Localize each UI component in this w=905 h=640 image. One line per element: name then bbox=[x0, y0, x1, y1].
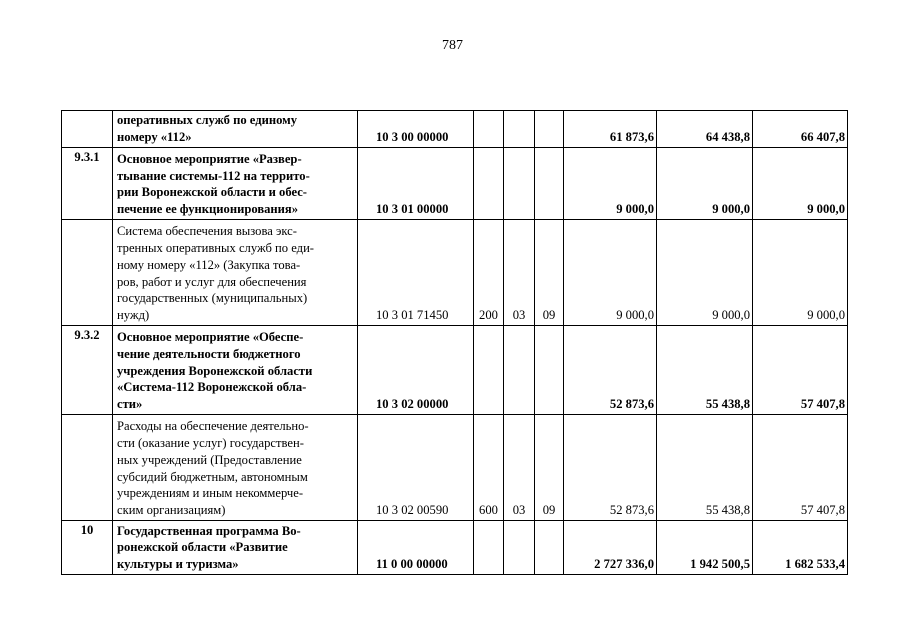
item-name-line: рии Воронежской области и обес- bbox=[117, 185, 307, 200]
subsection-code bbox=[535, 111, 564, 148]
table-row bbox=[62, 326, 848, 415]
expense-type-code bbox=[474, 148, 504, 220]
budget-table bbox=[61, 110, 848, 575]
item-name-line: государственных (муниципальных) bbox=[117, 291, 308, 306]
section-code bbox=[504, 148, 535, 220]
target-article-code: 10 3 01 00000 bbox=[358, 148, 474, 220]
item-name-line: сти (оказание услуг) государствен- bbox=[117, 436, 304, 451]
table-row bbox=[62, 220, 848, 326]
section-code bbox=[504, 111, 535, 148]
item-name-line: нужд) bbox=[117, 308, 150, 323]
item-name bbox=[113, 148, 358, 220]
subsection-code bbox=[535, 148, 564, 220]
item-name-line: «Система-112 Воронежской обла- bbox=[117, 380, 307, 395]
target-article-code: 10 3 00 00000 bbox=[358, 111, 474, 148]
amount-year-3: 66 407,8 bbox=[753, 111, 848, 148]
item-code bbox=[62, 111, 113, 148]
item-name-line: тывание системы-112 на террито- bbox=[117, 168, 310, 183]
table-row bbox=[62, 148, 848, 220]
item-code bbox=[62, 220, 113, 326]
page-number: 787 bbox=[442, 38, 463, 53]
target-article-code: 10 3 01 71450 bbox=[358, 220, 474, 326]
item-name bbox=[113, 111, 358, 148]
amount-year-1: 61 873,6 bbox=[564, 111, 657, 148]
table-body bbox=[62, 111, 848, 575]
amount-year-1: 9 000,0 bbox=[564, 148, 657, 220]
amount-year-3: 9 000,0 bbox=[753, 220, 848, 326]
item-code bbox=[62, 415, 113, 521]
amount-year-2: 9 000,0 bbox=[657, 220, 753, 326]
item-name-line: ных учреждений (Предоставление bbox=[117, 452, 302, 467]
subsection-code: 09 bbox=[535, 415, 564, 521]
amount-year-1: 2 727 336,0 bbox=[564, 521, 657, 575]
target-article-code: 10 3 02 00000 bbox=[358, 326, 474, 415]
item-name-line: учреждениям и иным некоммерче- bbox=[117, 486, 304, 501]
item-name-line: оперативных служб по единому bbox=[117, 113, 298, 128]
amount-year-3: 9 000,0 bbox=[753, 148, 848, 220]
item-name-line: Основное мероприятие «Обеспе- bbox=[117, 330, 304, 345]
expense-type-code bbox=[474, 521, 504, 575]
amount-year-2: 1 942 500,5 bbox=[657, 521, 753, 575]
item-code: 9.3.1 bbox=[62, 148, 113, 220]
item-name-line: ному номеру «112» (Закупка това- bbox=[117, 257, 301, 272]
item-name-line: номеру «112» bbox=[117, 130, 192, 145]
amount-year-2: 55 438,8 bbox=[657, 415, 753, 521]
item-name-line: чение деятельности бюджетного bbox=[117, 346, 301, 361]
subsection-code bbox=[535, 326, 564, 415]
item-name bbox=[113, 521, 358, 575]
item-name-line: субсидий бюджетным, автономным bbox=[117, 469, 308, 484]
amount-year-2: 55 438,8 bbox=[657, 326, 753, 415]
amount-year-2: 9 000,0 bbox=[657, 148, 753, 220]
amount-year-2: 64 438,8 bbox=[657, 111, 753, 148]
item-name-line: культуры и туризма» bbox=[117, 557, 239, 572]
amount-year-3: 1 682 533,4 bbox=[753, 521, 848, 575]
section-code: 03 bbox=[504, 415, 535, 521]
section-code: 03 bbox=[504, 220, 535, 326]
expense-type-code: 200 bbox=[474, 220, 504, 326]
target-article-code: 10 3 02 00590 bbox=[358, 415, 474, 521]
item-name bbox=[113, 415, 358, 521]
item-name-line: Система обеспечения вызова экс- bbox=[117, 224, 297, 239]
item-name-line: печение ее функционирования» bbox=[117, 202, 299, 217]
item-code: 9.3.2 bbox=[62, 326, 113, 415]
section-code bbox=[504, 521, 535, 575]
item-name bbox=[113, 326, 358, 415]
expense-type-code: 600 bbox=[474, 415, 504, 521]
section-code bbox=[504, 326, 535, 415]
item-name-line: ров, работ и услуг для обеспечения bbox=[117, 274, 307, 289]
item-name-line: ским организациям) bbox=[117, 503, 226, 518]
item-name bbox=[113, 220, 358, 326]
table-row bbox=[62, 415, 848, 521]
subsection-code bbox=[535, 521, 564, 575]
item-name-line: тренных оперативных служб по еди- bbox=[117, 241, 314, 256]
table-row bbox=[62, 521, 848, 575]
item-name-line: учреждения Воронежской области bbox=[117, 363, 313, 378]
expense-type-code bbox=[474, 111, 504, 148]
item-name-line: Основное мероприятие «Развер- bbox=[117, 151, 302, 166]
amount-year-1: 52 873,6 bbox=[564, 326, 657, 415]
amount-year-1: 9 000,0 bbox=[564, 220, 657, 326]
item-name-line: ронежской области «Развитие bbox=[117, 540, 288, 555]
amount-year-3: 57 407,8 bbox=[753, 415, 848, 521]
expense-type-code bbox=[474, 326, 504, 415]
amount-year-3: 57 407,8 bbox=[753, 326, 848, 415]
item-name-line: Расходы на обеспечение деятельно- bbox=[117, 419, 309, 434]
item-name-line: сти» bbox=[117, 397, 143, 412]
target-article-code: 11 0 00 00000 bbox=[358, 521, 474, 575]
amount-year-1: 52 873,6 bbox=[564, 415, 657, 521]
item-code: 10 bbox=[62, 521, 113, 575]
item-name-line: Государственная программа Во- bbox=[117, 523, 301, 538]
table-row bbox=[62, 111, 848, 148]
subsection-code: 09 bbox=[535, 220, 564, 326]
